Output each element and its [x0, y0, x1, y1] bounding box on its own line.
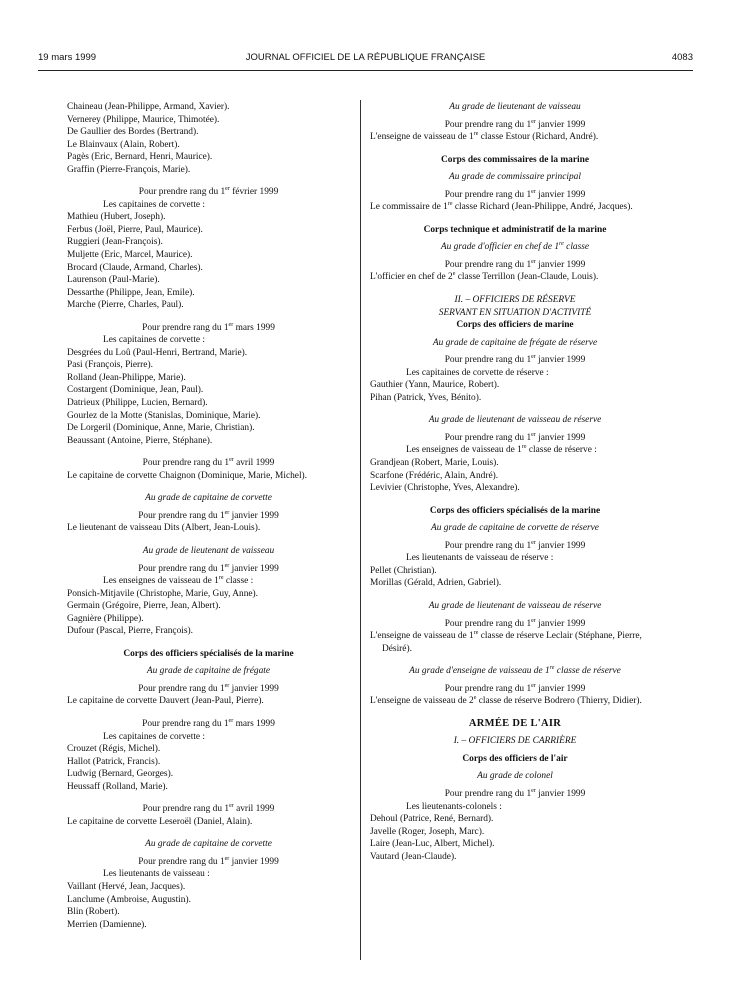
grade-heading: Au grade de capitaine de corvette: [145, 839, 272, 850]
officer-entry: Le capitaine de corvette Leseroël (Daniel, Alain).: [67, 816, 253, 827]
grade-heading: Au grade de lieutenant de vaisseau: [142, 545, 275, 556]
page-header: [38, 52, 693, 66]
officer-entry: Pasi (François, Pierre).: [67, 360, 153, 371]
grade-heading: I. – OFFICIERS DE CARRIÈRE: [453, 736, 577, 747]
officer-entry: Pagès (Eric, Bernard, Henri, Maurice).: [67, 152, 213, 163]
group-label: Les enseignes de vaisseau de 1re classe de réserve :: [406, 444, 597, 456]
section-heading: Corps technique et administratif de la marine: [423, 224, 607, 235]
rank-date-line: Pour prendre rang du 1er janvier 1999: [138, 682, 279, 694]
rank-date-line: Pour prendre rang du 1er janvier 1999: [444, 682, 586, 694]
officer-entry: Blin (Robert).: [67, 907, 120, 918]
header-page-number: 4083: [671, 52, 693, 63]
officer-entry: Muljette (Eric, Marcel, Maurice).: [67, 250, 193, 261]
officer-entry: Costargent (Dominique, Jean, Paul).: [67, 385, 204, 396]
grade-heading: Au grade de commissaire principal: [449, 172, 581, 183]
officer-entry: Datrieux (Philippe, Lucien, Bernard).: [67, 398, 208, 409]
rank-date-line: Pour prendre rang du 1er janvier 1999: [138, 562, 279, 574]
officer-entry: Marche (Pierre, Charles, Paul).: [67, 300, 184, 311]
group-label: Les lieutenants de vaisseau de réserve :: [406, 553, 554, 564]
grade-heading: SERVANT EN SITUATION D'ACTIVITÉ: [438, 307, 592, 318]
rank-date-line: Pour prendre rang du 1er février 1999: [138, 186, 279, 198]
grade-heading: Au grade de lieutenant de vaisseau de réserve: [428, 415, 602, 426]
officer-entry: De Lorgeril (Dominique, Anne, Marie, Christian).: [67, 423, 255, 434]
officer-entry: Rolland (Jean-Philippe, Marie).: [67, 372, 186, 383]
rank-date-line: Pour prendre rang du 1er janvier 1999: [138, 509, 279, 521]
group-label: Les enseignes de vaisseau de 1re classe :: [103, 574, 254, 587]
section-heading: Corps des commissaires de la marine: [441, 154, 589, 165]
rank-date-line: Pour prendre rang du 1er janvier 1999: [444, 539, 586, 551]
right-column: [370, 101, 660, 863]
officer-entry: L'enseigne de vaisseau de 1re classe Estour (Richard, André).: [370, 130, 599, 143]
group-label: Les capitaines de corvette de réserve :: [406, 367, 549, 378]
officer-entry: Dufour (Pascal, Pierre, François).: [67, 626, 194, 637]
officer-entry: Vaillant (Hervé, Jean, Jacques).: [67, 881, 186, 892]
group-label: Les capitaines de corvette :: [103, 731, 206, 742]
grade-heading: Au grade de colonel: [477, 771, 553, 782]
officer-entry: Vautard (Jean-Claude).: [370, 851, 457, 862]
officer-entry: Crouzet (Régis, Michel).: [67, 744, 161, 755]
officer-entry: Dessarthe (Philippe, Jean, Emile).: [67, 287, 195, 298]
officer-entry: Le capitaine de corvette Dauvert (Jean-Paul, Pierre).: [67, 696, 264, 707]
rank-date-line: Pour prendre rang du 1er janvier 1999: [444, 354, 586, 366]
section-heading: Corps des officiers spécialisés de la marine: [429, 505, 601, 516]
rank-date-line: Pour prendre rang du 1er janvier 1999: [444, 617, 586, 629]
officer-entry: Germain (Grégoire, Pierre, Jean, Albert).: [67, 601, 221, 612]
officer-entry: L'enseigne de vaisseau de 1re classe de réserve Leclair (Stéphane, Pierre, Désiré).: [370, 629, 642, 654]
grade-heading: Au grade de lieutenant de vaisseau de réserve: [428, 600, 602, 611]
grade-heading: Au grade d'officier en chef de 1re classe: [440, 241, 590, 253]
officer-entry: L'enseigne de vaisseau de 2e classe de réserve Bodrero (Thierry, Didier).: [370, 695, 642, 707]
officer-entry: Le lieutenant de vaisseau Dits (Albert, Jean-Louis).: [67, 523, 261, 534]
left-column: [67, 101, 350, 931]
group-label: Les capitaines de corvette :: [103, 335, 206, 346]
officer-entry: Heussaff (Rolland, Marie).: [67, 781, 168, 792]
officer-entry: Mathieu (Hubert, Joseph).: [67, 212, 166, 223]
header-title: JOURNAL OFFICIEL DE LA RÉPUBLIQUE FRANÇAISE: [245, 52, 486, 63]
grade-heading: Au grade de capitaine de frégate: [146, 666, 271, 677]
group-label: Les lieutenants de vaisseau :: [103, 869, 210, 880]
column-divider: [360, 100, 361, 960]
group-label: Les lieutenants-colonels :: [406, 801, 502, 812]
rank-date-line: Pour prendre rang du 1er janvier 1999: [444, 431, 586, 443]
header-rule: [38, 70, 693, 71]
officer-entry: Vernerey (Philippe, Maurice, Thimotée).: [67, 114, 220, 125]
officer-entry: Le Blainvaux (Alain, Robert).: [67, 139, 180, 150]
grade-heading: Au grade d'enseigne de vaisseau de 1re classe de réserve: [409, 665, 621, 677]
officer-entry: Grandjean (Robert, Marie, Louis).: [370, 458, 499, 469]
grade-heading: Au grade de capitaine de corvette de réserve: [431, 523, 599, 534]
group-label: Les capitaines de corvette :: [103, 199, 206, 210]
rank-date-line: Pour prendre rang du 1er mars 1999: [142, 717, 275, 729]
officer-entry: Desgrées du Loû (Paul-Henri, Bertrand, Marie).: [67, 347, 248, 358]
section-heading: Corps des officiers de l'air: [462, 753, 568, 764]
officer-entry: Gauthier (Yann, Maurice, Robert).: [370, 380, 500, 391]
rank-date-line: Pour prendre rang du 1er mars 1999: [142, 321, 275, 333]
grade-heading: Au grade de capitaine de frégate de réserve: [432, 337, 598, 348]
header-date: 19 mars 1999: [38, 52, 97, 63]
rank-date-line: Pour prendre rang du 1er janvier 1999: [444, 258, 586, 270]
rank-date-line: Pour prendre rang du 1er avril 1999: [142, 457, 275, 469]
grade-heading: Au grade de capitaine de corvette: [145, 493, 272, 504]
officer-entry: Brocard (Claude, Armand, Charles).: [67, 262, 203, 273]
officer-entry: Gourlez de la Motte (Stanislas, Dominique, Marie).: [67, 410, 261, 421]
rank-date-line: Pour prendre rang du 1er janvier 1999: [138, 855, 279, 867]
section-heading: Corps des officiers spécialisés de la marine: [123, 648, 294, 659]
officer-entry: De Gaullier des Bordes (Bertrand).: [67, 127, 199, 138]
section-heading: Corps des officiers de marine: [456, 320, 574, 331]
officer-entry: Le commissaire de 1re classe Richard (Jean-Philippe, André, Jacques).: [370, 201, 633, 213]
officer-entry: Laire (Jean-Luc, Albert, Michel).: [370, 839, 495, 850]
officer-entry: Le capitaine de corvette Chaignon (Dominique, Marie, Michel).: [67, 470, 308, 481]
officer-entry: Graffin (Pierre-François, Marie).: [67, 164, 191, 175]
officer-entry: Ruggieri (Jean-François).: [67, 237, 163, 248]
officer-entry: Javelle (Roger, Joseph, Marc).: [370, 826, 485, 837]
grade-heading: Au grade de lieutenant de vaisseau: [449, 102, 581, 112]
officer-entry: L'officier en chef de 2e classe Terrillon (Jean-Claude, Louis).: [370, 271, 599, 283]
officer-entry: Ponsich-Mitjavile (Christophe, Marie, Guy, Anne).: [67, 588, 259, 599]
officer-entry: Pellet (Christian).: [370, 565, 437, 576]
section-heading: ARMÉE DE L'AIR: [468, 717, 562, 729]
grade-heading: II. – OFFICIERS DE RÉSERVE: [454, 295, 576, 306]
officer-entry: Scarfone (Frédéric, Alain, André).: [370, 470, 499, 481]
officer-entry: Chaineau (Jean-Philippe, Armand, Xavier).: [67, 102, 230, 112]
officer-entry: Gagnière (Philippe).: [67, 613, 144, 624]
officer-entry: Lanclume (Ambroise, Augustin).: [67, 894, 191, 905]
officer-entry: Dehoul (Patrice, René, Bernard).: [370, 814, 494, 825]
officer-entry: Merrien (Damienne).: [67, 919, 147, 930]
officer-entry: Pihan (Patrick, Yves, Bénito).: [370, 392, 482, 403]
officer-entry: Ludwig (Bernard, Georges).: [67, 769, 174, 780]
rank-date-line: Pour prendre rang du 1er janvier 1999: [444, 188, 586, 200]
rank-date-line: Pour prendre rang du 1er janvier 1999: [444, 787, 586, 799]
rank-date-line: Pour prendre rang du 1er janvier 1999: [444, 118, 586, 130]
officer-entry: Beaussant (Antoine, Pierre, Stéphane).: [67, 435, 213, 446]
officer-entry: Levivier (Christophe, Yves, Alexandre).: [370, 483, 520, 494]
rank-date-line: Pour prendre rang du 1er avril 1999: [142, 803, 275, 815]
officer-entry: Morillas (Gérald, Adrien, Gabriel).: [370, 578, 502, 589]
officer-entry: Laurenson (Paul-Marie).: [67, 275, 160, 286]
officer-entry: Hallot (Patrick, Francis).: [67, 756, 161, 767]
officer-entry: Ferbus (Joël, Pierre, Paul, Maurice).: [67, 224, 203, 235]
